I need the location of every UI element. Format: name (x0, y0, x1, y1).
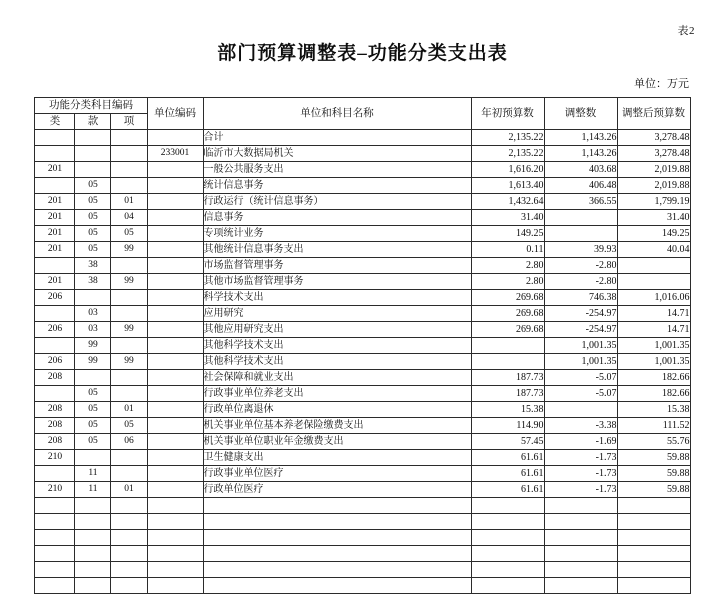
cell-subject-name: 行政单位医疗 (203, 482, 471, 498)
cell-unit-code (147, 178, 203, 194)
cell-kuan: 05 (75, 434, 111, 450)
cell-adjustment: -1.73 (544, 466, 617, 482)
cell-subject-name: 其他统计信息事务支出 (203, 242, 471, 258)
cell-empty (35, 562, 75, 578)
cell-unit-code (147, 194, 203, 210)
cell-kuan: 03 (75, 322, 111, 338)
cell-empty (147, 498, 203, 514)
cell-adjustment: -1.69 (544, 434, 617, 450)
cell-lei (35, 306, 75, 322)
cell-xiang (111, 466, 147, 482)
cell-kuan: 11 (75, 466, 111, 482)
cell-subject-name: 一般公共服务支出 (203, 162, 471, 178)
cell-xiang: 01 (111, 482, 147, 498)
table-row (35, 258, 690, 274)
cell-subject-name: 社会保障和就业支出 (203, 370, 471, 386)
cell-adjustment: -1.73 (544, 482, 617, 498)
header-unit-code: 单位编码 (147, 98, 203, 130)
cell-adjustment: -3.38 (544, 418, 617, 434)
cell-empty (111, 546, 147, 562)
cell-empty (471, 562, 544, 578)
cell-after-budget: 111.52 (617, 418, 690, 434)
cell-after-budget: 3,278.48 (617, 146, 690, 162)
cell-begin-budget: 114.90 (471, 418, 544, 434)
cell-lei: 206 (35, 322, 75, 338)
cell-unit-code (147, 402, 203, 418)
cell-after-budget: 59.88 (617, 466, 690, 482)
cell-lei: 201 (35, 162, 75, 178)
cell-after-budget: 55.76 (617, 434, 690, 450)
cell-adjustment: -254.97 (544, 306, 617, 322)
cell-unit-code (147, 338, 203, 354)
cell-xiang (111, 450, 147, 466)
cell-empty (147, 562, 203, 578)
cell-lei (35, 178, 75, 194)
cell-empty (147, 546, 203, 562)
cell-empty (147, 514, 203, 530)
cell-unit-code (147, 354, 203, 370)
cell-empty (471, 530, 544, 546)
table-row (35, 242, 690, 258)
cell-adjustment (544, 402, 617, 418)
cell-kuan: 38 (75, 258, 111, 274)
cell-empty (111, 562, 147, 578)
cell-after-budget: 182.66 (617, 370, 690, 386)
cell-kuan: 05 (75, 242, 111, 258)
cell-xiang (111, 258, 147, 274)
cell-after-budget: 3,278.48 (617, 130, 690, 146)
cell-unit-code (147, 386, 203, 402)
table-header (35, 98, 690, 130)
cell-begin-budget: 2,135.22 (471, 146, 544, 162)
cell-kuan: 05 (75, 402, 111, 418)
header-row-1 (35, 98, 690, 114)
table-row (35, 450, 690, 466)
cell-subject-name: 其他科学技术支出 (203, 354, 471, 370)
cell-kuan: 05 (75, 210, 111, 226)
cell-unit-code (147, 162, 203, 178)
cell-adjustment: -5.07 (544, 370, 617, 386)
header-kuan: 款 (75, 114, 111, 130)
cell-begin-budget: 2.80 (471, 274, 544, 290)
cell-unit-code: 233001 (147, 146, 203, 162)
cell-empty (203, 562, 471, 578)
table-row (35, 418, 690, 434)
cell-begin-budget: 1,432.64 (471, 194, 544, 210)
cell-empty (471, 498, 544, 514)
cell-lei (35, 146, 75, 162)
cell-empty (203, 546, 471, 562)
cell-after-budget: 149.25 (617, 226, 690, 242)
table-row (35, 306, 690, 322)
cell-xiang: 01 (111, 402, 147, 418)
cell-begin-budget: 57.45 (471, 434, 544, 450)
cell-begin-budget (471, 338, 544, 354)
table-row (35, 434, 690, 450)
cell-lei (35, 338, 75, 354)
cell-begin-budget: 269.68 (471, 322, 544, 338)
cell-empty (617, 578, 690, 594)
cell-empty (75, 546, 111, 562)
cell-lei (35, 466, 75, 482)
cell-subject-name: 信息事务 (203, 210, 471, 226)
cell-adjustment: 366.55 (544, 194, 617, 210)
cell-lei: 201 (35, 194, 75, 210)
cell-begin-budget: 61.61 (471, 450, 544, 466)
cell-after-budget: 1,016.06 (617, 290, 690, 306)
cell-adjustment: 1,001.35 (544, 338, 617, 354)
cell-empty (75, 498, 111, 514)
cell-empty (75, 562, 111, 578)
cell-begin-budget: 2,135.22 (471, 130, 544, 146)
table-row (35, 146, 690, 162)
cell-begin-budget: 0.11 (471, 242, 544, 258)
cell-empty (35, 514, 75, 530)
cell-after-budget: 14.71 (617, 306, 690, 322)
cell-kuan (75, 450, 111, 466)
cell-empty (617, 562, 690, 578)
table-row (35, 338, 690, 354)
cell-xiang: 99 (111, 242, 147, 258)
cell-after-budget: 2,019.88 (617, 178, 690, 194)
cell-begin-budget (471, 354, 544, 370)
cell-lei: 201 (35, 226, 75, 242)
cell-unit-code (147, 370, 203, 386)
cell-lei: 206 (35, 290, 75, 306)
cell-subject-name: 行政事业单位养老支出 (203, 386, 471, 402)
cell-empty (111, 514, 147, 530)
cell-subject-name: 行政运行（统计信息事务） (203, 194, 471, 210)
cell-kuan: 38 (75, 274, 111, 290)
cell-empty (35, 546, 75, 562)
cell-adjustment: 1,001.35 (544, 354, 617, 370)
cell-adjustment: -5.07 (544, 386, 617, 402)
cell-kuan (75, 290, 111, 306)
cell-after-budget: 1,001.35 (617, 354, 690, 370)
cell-xiang: 05 (111, 418, 147, 434)
table-row (35, 178, 690, 194)
table-row (35, 290, 690, 306)
table-row (35, 274, 690, 290)
cell-subject-name: 专项统计业务 (203, 226, 471, 242)
cell-unit-code (147, 482, 203, 498)
cell-lei: 201 (35, 210, 75, 226)
cell-subject-name: 应用研究 (203, 306, 471, 322)
cell-unit-code (147, 242, 203, 258)
cell-empty (75, 578, 111, 594)
cell-kuan: 05 (75, 194, 111, 210)
cell-empty (35, 498, 75, 514)
cell-lei: 206 (35, 354, 75, 370)
cell-after-budget: 1,001.35 (617, 338, 690, 354)
cell-unit-code (147, 450, 203, 466)
cell-unit-code (147, 210, 203, 226)
cell-xiang: 04 (111, 210, 147, 226)
cell-subject-name: 卫生健康支出 (203, 450, 471, 466)
cell-xiang (111, 306, 147, 322)
cell-adjustment: 403.68 (544, 162, 617, 178)
cell-begin-budget: 149.25 (471, 226, 544, 242)
cell-kuan (75, 162, 111, 178)
table-row (35, 210, 690, 226)
sheet-tag: 表2 (677, 25, 695, 37)
cell-adjustment: 39.93 (544, 242, 617, 258)
header-after-budget: 调整后预算数 (617, 98, 690, 130)
cell-kuan: 03 (75, 306, 111, 322)
cell-empty (111, 578, 147, 594)
cell-subject-name: 合计 (203, 130, 471, 146)
cell-adjustment: -254.97 (544, 322, 617, 338)
table-row (35, 466, 690, 482)
cell-begin-budget: 61.61 (471, 482, 544, 498)
cell-subject-name: 其他市场监督管理事务 (203, 274, 471, 290)
cell-subject-name: 市场监督管理事务 (203, 258, 471, 274)
cell-unit-code (147, 226, 203, 242)
header-lei: 类 (35, 114, 75, 130)
cell-empty (35, 530, 75, 546)
cell-after-budget: 59.88 (617, 450, 690, 466)
cell-empty (471, 546, 544, 562)
cell-xiang (111, 290, 147, 306)
cell-empty (544, 562, 617, 578)
cell-unit-code (147, 274, 203, 290)
cell-empty (203, 578, 471, 594)
table-row-blank (35, 530, 690, 546)
cell-empty (147, 530, 203, 546)
cell-empty (544, 546, 617, 562)
header-xiang: 项 (111, 114, 147, 130)
cell-after-budget: 31.40 (617, 210, 690, 226)
cell-begin-budget: 31.40 (471, 210, 544, 226)
cell-after-budget: 59.88 (617, 482, 690, 498)
cell-empty (617, 514, 690, 530)
header-begin-budget: 年初预算数 (471, 98, 544, 130)
table-row (35, 322, 690, 338)
cell-empty (147, 578, 203, 594)
cell-kuan: 05 (75, 226, 111, 242)
cell-xiang: 05 (111, 226, 147, 242)
cell-kuan (75, 130, 111, 146)
cell-xiang (111, 370, 147, 386)
cell-begin-budget: 1,616.20 (471, 162, 544, 178)
table-row (35, 386, 690, 402)
cell-subject-name: 其他科学技术支出 (203, 338, 471, 354)
cell-empty (544, 578, 617, 594)
table-row (35, 482, 690, 498)
table-row (35, 226, 690, 242)
cell-after-budget (617, 258, 690, 274)
cell-begin-budget: 269.68 (471, 290, 544, 306)
unit-note: 单位：万元 (634, 78, 689, 90)
cell-empty (544, 530, 617, 546)
table-row (35, 370, 690, 386)
cell-adjustment: -1.73 (544, 450, 617, 466)
cell-xiang: 99 (111, 322, 147, 338)
cell-after-budget: 15.38 (617, 402, 690, 418)
cell-unit-code (147, 466, 203, 482)
cell-begin-budget: 187.73 (471, 370, 544, 386)
cell-empty (35, 578, 75, 594)
cell-subject-name: 科学技术支出 (203, 290, 471, 306)
cell-lei (35, 386, 75, 402)
cell-xiang (111, 386, 147, 402)
cell-kuan: 11 (75, 482, 111, 498)
cell-unit-code (147, 418, 203, 434)
cell-lei: 208 (35, 402, 75, 418)
cell-adjustment: 1,143.26 (544, 130, 617, 146)
cell-lei: 208 (35, 418, 75, 434)
page-title: 部门预算调整表–功能分类支出表 (217, 43, 508, 64)
cell-after-budget: 1,799.19 (617, 194, 690, 210)
header-subject-name: 单位和科目名称 (203, 98, 471, 130)
cell-subject-name: 行政单位离退休 (203, 402, 471, 418)
cell-empty (544, 498, 617, 514)
cell-empty (75, 514, 111, 530)
cell-lei (35, 130, 75, 146)
cell-xiang: 99 (111, 354, 147, 370)
cell-empty (617, 546, 690, 562)
cell-xiang (111, 130, 147, 146)
cell-kuan (75, 370, 111, 386)
cell-xiang: 06 (111, 434, 147, 450)
cell-empty (617, 530, 690, 546)
cell-subject-name: 临沂市大数据局机关 (203, 146, 471, 162)
table-row (35, 130, 690, 146)
cell-lei: 201 (35, 242, 75, 258)
table-row-blank (35, 498, 690, 514)
cell-adjustment: -2.80 (544, 274, 617, 290)
cell-empty (471, 514, 544, 530)
cell-adjustment (544, 210, 617, 226)
table-row-blank (35, 578, 690, 594)
table-row (35, 162, 690, 178)
cell-unit-code (147, 290, 203, 306)
cell-kuan: 05 (75, 418, 111, 434)
cell-kuan (75, 146, 111, 162)
cell-after-budget: 14.71 (617, 322, 690, 338)
cell-empty (544, 514, 617, 530)
cell-subject-name: 其他应用研究支出 (203, 322, 471, 338)
cell-empty (203, 498, 471, 514)
cell-xiang (111, 162, 147, 178)
table-row-blank (35, 514, 690, 530)
cell-begin-budget: 2.80 (471, 258, 544, 274)
cell-adjustment (544, 226, 617, 242)
cell-adjustment: 746.38 (544, 290, 617, 306)
cell-xiang (111, 338, 147, 354)
cell-begin-budget: 61.61 (471, 466, 544, 482)
cell-kuan: 05 (75, 386, 111, 402)
budget-table (34, 97, 690, 594)
cell-xiang: 01 (111, 194, 147, 210)
cell-lei: 210 (35, 450, 75, 466)
cell-empty (111, 530, 147, 546)
cell-begin-budget: 187.73 (471, 386, 544, 402)
cell-subject-name: 统计信息事务 (203, 178, 471, 194)
cell-after-budget: 2,019.88 (617, 162, 690, 178)
cell-empty (471, 578, 544, 594)
cell-unit-code (147, 130, 203, 146)
table-row (35, 354, 690, 370)
cell-kuan: 05 (75, 178, 111, 194)
cell-empty (203, 530, 471, 546)
cell-adjustment: 406.48 (544, 178, 617, 194)
cell-lei: 208 (35, 434, 75, 450)
cell-lei: 201 (35, 274, 75, 290)
cell-after-budget (617, 274, 690, 290)
cell-unit-code (147, 322, 203, 338)
cell-subject-name: 行政事业单位医疗 (203, 466, 471, 482)
cell-after-budget: 40.04 (617, 242, 690, 258)
cell-kuan: 99 (75, 338, 111, 354)
cell-lei (35, 258, 75, 274)
cell-subject-name: 机关事业单位职业年金缴费支出 (203, 434, 471, 450)
cell-after-budget: 182.66 (617, 386, 690, 402)
cell-begin-budget: 1,613.40 (471, 178, 544, 194)
cell-empty (75, 530, 111, 546)
cell-adjustment: 1,143.26 (544, 146, 617, 162)
table-row (35, 194, 690, 210)
cell-unit-code (147, 306, 203, 322)
cell-xiang: 99 (111, 274, 147, 290)
cell-unit-code (147, 258, 203, 274)
header-adjustment: 调整数 (544, 98, 617, 130)
table-row (35, 402, 690, 418)
cell-xiang (111, 178, 147, 194)
cell-kuan: 99 (75, 354, 111, 370)
cell-begin-budget: 269.68 (471, 306, 544, 322)
cell-empty (111, 498, 147, 514)
cell-xiang (111, 146, 147, 162)
cell-unit-code (147, 434, 203, 450)
cell-empty (203, 514, 471, 530)
cell-empty (617, 498, 690, 514)
cell-subject-name: 机关事业单位基本养老保险缴费支出 (203, 418, 471, 434)
table-body (35, 130, 690, 594)
table-row-blank (35, 546, 690, 562)
cell-begin-budget: 15.38 (471, 402, 544, 418)
cell-lei: 208 (35, 370, 75, 386)
header-group-code: 功能分类科目编码 (35, 98, 147, 114)
cell-adjustment: -2.80 (544, 258, 617, 274)
table-row-blank (35, 562, 690, 578)
cell-lei: 210 (35, 482, 75, 498)
